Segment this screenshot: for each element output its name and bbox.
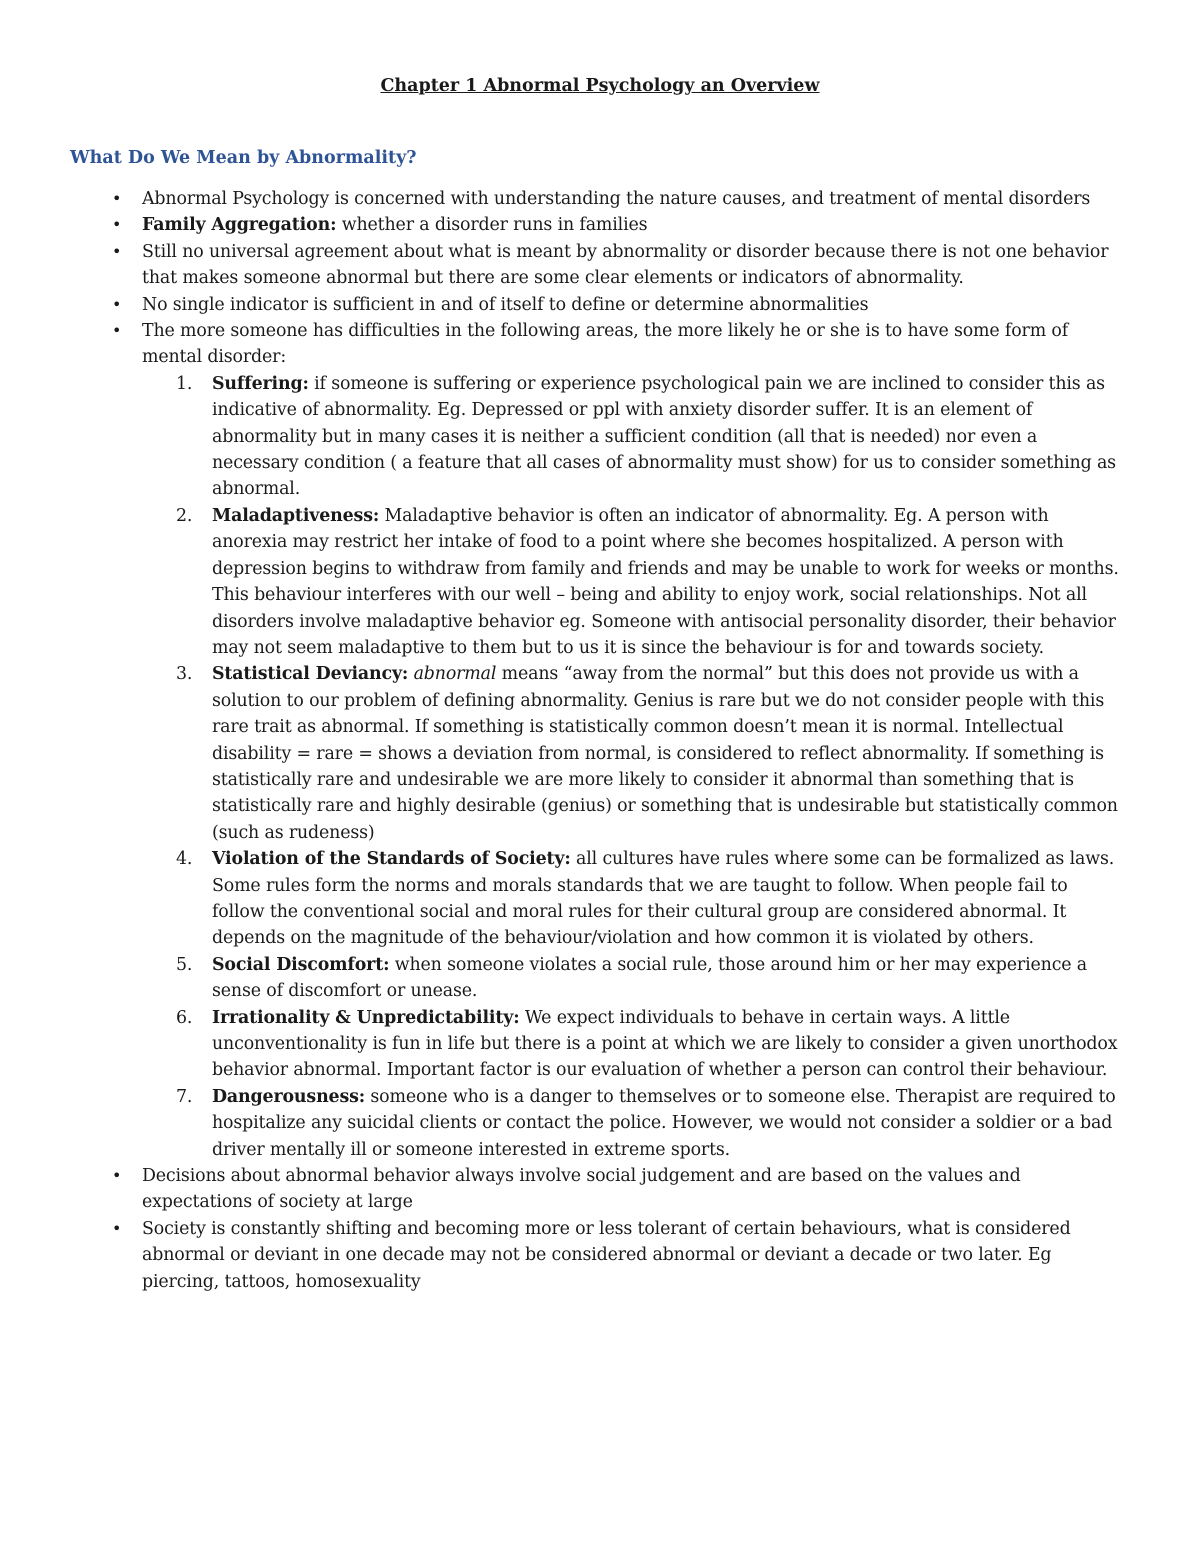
indicator-text: Maladaptive behavior is often an indicator of abnormality. Eg. A person with anorexia may restrict her intake of food to a point where she becomes hospitalized. A person with depression begins to withdraw from family and friends and may be unable to work for weeks or months. This behaviour interferes with our well – being and ability to enjoy work, social relationships. Not all disorders involve maladaptive behavior eg. Someone with antisocial personality disorder, their behavior may not seem maladaptive to them but to us it is since the behaviour is for and towards society. — [212, 505, 1119, 658]
indicator-item — [142, 503, 1124, 661]
indicator-number: 5. — [176, 954, 193, 975]
bullet-text: Society is constantly shifting and becoming more or less tolerant of certain behaviours, what is considered abnormal or deviant in one decade may not be considered abnormal or deviant a decade or two later. Eg piercing, tattoos, homosexuality — [142, 1218, 1071, 1292]
indicator-number: 4. — [176, 849, 193, 870]
bullet-icon: • — [112, 241, 122, 261]
bullet-item — [112, 292, 1124, 318]
indicator-term: Social Discomfort: — [212, 954, 390, 975]
bullet-icon: • — [112, 294, 122, 314]
bullet-item — [112, 239, 1124, 292]
indicator-term: Maladaptiveness: — [212, 505, 380, 526]
bullet-item — [112, 1163, 1124, 1216]
bullet-text: Still no universal agreement about what is meant by abnormality or disorder because there is not one behavior that makes someone abnormal but there are some clear elements or indicators of abnormality. — [142, 241, 1109, 289]
indicator-list — [142, 371, 1124, 1163]
indicator-item — [142, 952, 1124, 1005]
bullet-list — [112, 186, 1124, 1295]
indicator-number: 1. — [176, 373, 193, 394]
section-heading: What Do We Mean by Abnormality? — [70, 148, 417, 168]
indicator-text: if someone is suffering or experience psychological pain we are inclined to consider this as indicative of abnormality. Eg. Depressed or ppl with anxiety disorder suffer. It is an element of abnormality but in many cases it is neither a sufficient condition (all that is needed) nor even a necessary condition ( a feature that all cases of abnormality must show) for us to consider something as abnormal. — [212, 373, 1116, 500]
bullet-icon: • — [112, 321, 122, 341]
indicator-term: Irrationality & Unpredictability: — [212, 1007, 520, 1028]
indicator-item — [142, 1084, 1124, 1163]
indicator-text: means “away from the normal” but this does not provide us with a solution to our problem of defining abnormality. Genius is rare but we do not consider people with this rare trait as abnormal. If something is statistically common doesn’t mean it is normal. Intellectual disability = rare = shows a deviation from normal, is considered to reflect abnormality. If something is statistically rare and undesirable we are more likely to consider it abnormal than something that is statistically rare and highly desirable (genius) or something that is undesirable but statistically common (such as rudeness) — [212, 664, 1118, 843]
indicator-item — [142, 846, 1124, 952]
bullet-item — [112, 186, 1124, 212]
bullet-text: Decisions about abnormal behavior always involve social judgement and are based on the values and expectations of society at large — [142, 1166, 1021, 1213]
bullet-text: whether a disorder runs in families — [336, 215, 648, 236]
indicator-number: 2. — [176, 505, 193, 526]
indicator-text: when someone violates a social rule, those around him or her may experience a sense of discomfort or unease. — [212, 954, 1088, 1002]
indicator-number: 6. — [176, 1007, 193, 1028]
bullet-term: Family Aggregation: — [142, 215, 337, 236]
indicator-item — [142, 371, 1124, 503]
indicator-term: Violation of the Standards of Society: — [212, 849, 571, 870]
bullet-text: Abnormal Psychology is concerned with understanding the nature causes, and treatment of mental disorders — [142, 189, 1091, 209]
document-title: Chapter 1 Abnormal Psychology an Overview — [380, 76, 820, 96]
indicator-text: We expect individuals to behave in certain ways. A little unconventionality is fun in life but there is a point at which we are likely to consider a given unorthodox behavior abnormal. Important factor is our evaluation of whether a person can control their behaviour. — [212, 1007, 1118, 1081]
indicator-item — [142, 661, 1124, 846]
indicator-term: Statistical Deviancy: — [212, 664, 409, 685]
indicator-number: 3. — [176, 664, 193, 685]
bullet-item — [112, 1216, 1124, 1295]
indicator-text: someone who is a danger to themselves or to someone else. Therapist are required to hospitalize any suicidal clients or contact the police. However, we would not consider a soldier or a bad driver mentally ill or someone interested in extreme sports. — [212, 1086, 1116, 1160]
indicator-item — [142, 1005, 1124, 1084]
indicator-term: Dangerousness: — [212, 1086, 366, 1107]
bullet-item — [112, 318, 1124, 1163]
bullet-icon: • — [112, 1218, 122, 1238]
bullet-item — [112, 212, 1124, 238]
indicator-text: all cultures have rules where some can be formalized as laws. Some rules form the norms and morals standards that we are taught to follow. When people fail to follow the conventional social and moral rules for their cultural group are considered abnormal. It depends on the magnitude of the behaviour/violation and how common it is violated by others. — [212, 849, 1115, 949]
bullet-icon: • — [112, 1166, 122, 1186]
bullet-text: The more someone has difficulties in the following areas, the more likely he or she is to have some form of mental disorder: — [142, 321, 1069, 368]
indicator-term: Suffering: — [212, 373, 309, 394]
bullet-icon: • — [112, 189, 122, 208]
indicator-number: 7. — [176, 1086, 193, 1107]
bullet-icon: • — [112, 215, 122, 235]
indicator-italic: abnormal — [413, 664, 497, 685]
bullet-text: No single indicator is sufficient in and of itself to define or determine abnormalities — [142, 294, 869, 315]
